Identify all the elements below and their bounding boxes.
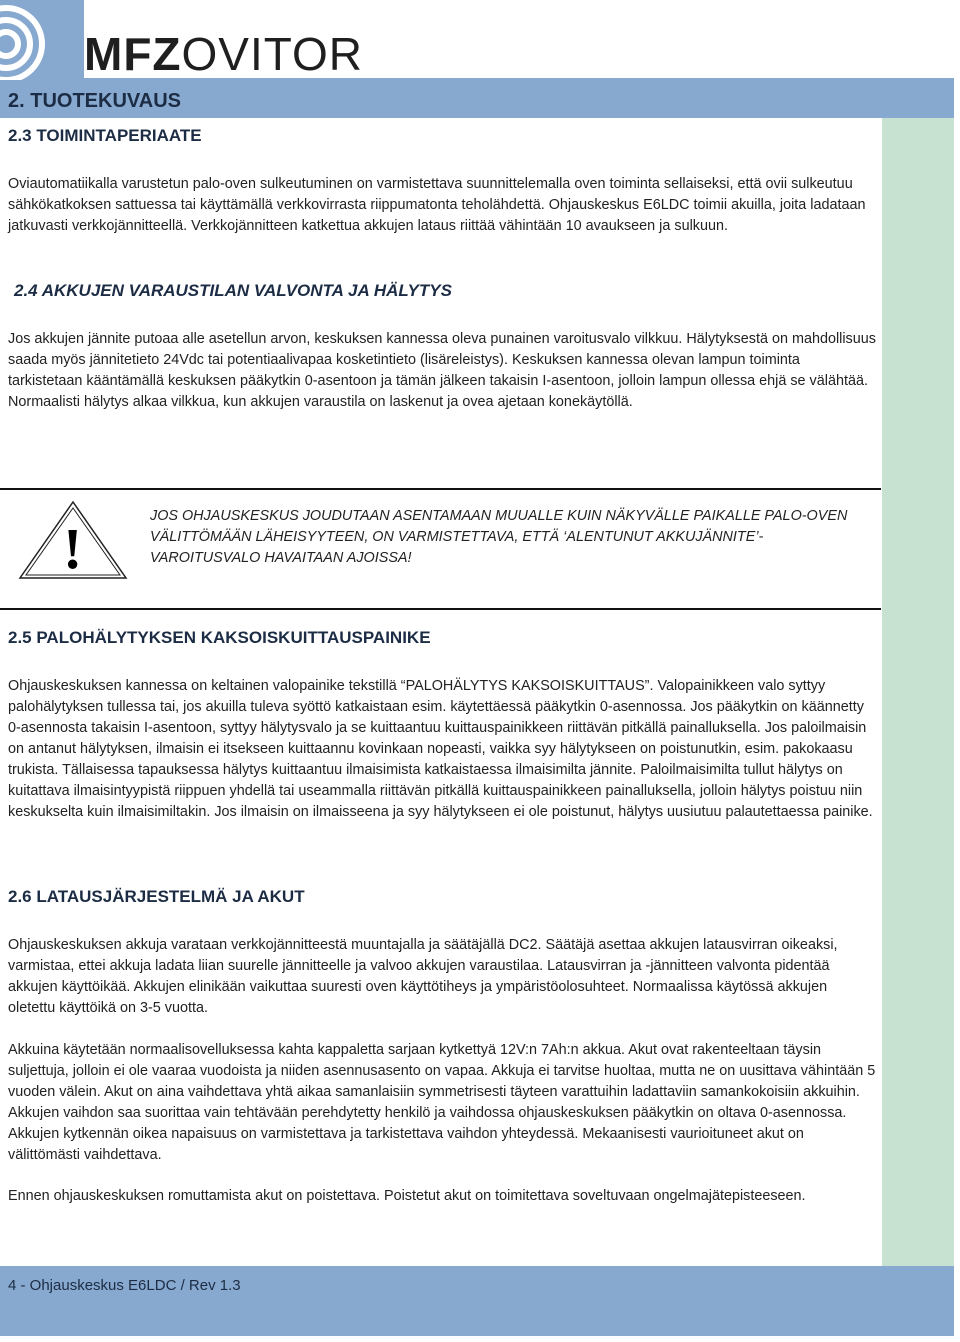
section-2-6-paragraph-2: Akkuina käytetään normaalisovelluksessa kahta kappaletta sarjaan kytkettyä 12V:n 7Ah:n akkua. Akut ovat rakenteeltaan täysin suljettuja, jolloin ei ole vaaraa vuodoista ja niiden asennusasento on vapaa. Akkuja ei tarvitse huoltaa, mutta ne on uusittava vähintään 5 vuoden välein. Akut on aina vaihdettava yhtä aikaa samanlaisiin symmetrisesti täyteen varattuihin ladattaviin samankokoisiin akkuihin. Akkujen vaihdon saa suorittaa vain tehtävään perehdytetty henkilö ja vaihdossa ohjauskeskuksen pääkytkin on oltava 0-asennossa. Akkujen kytkennän oikea napaisuus on varmistettava ja tarkistettava vaihdon yhteydessä. Mekaanisesti vaurioituneet akut on välittömästi vaihdettava. (8, 1042, 876, 1163)
warning-text: JOS OHJAUSKESKUS JOUDUTAAN ASENTAMAAN MUUALLE KUIN NÄKYVÄLLE PAIKALLE PALO-OVEN VÄLITTÖMÄÄN LÄHEISYYTEEN, ON VARMISTETTAVA, ETTÄ ‘ALENTUNUT AKKUJÄNNITE’-VAROITUSVALO HAVAITAAN AJOISSA! (150, 508, 848, 566)
section-2-4-title: 2.4 AKKUJEN VARAUSTILAN VALVONTA JA HÄLYTYS (14, 281, 452, 300)
section-2-3-body: Oviautomatiikalla varustetun palo-oven sulkeutuminen on varmistettava suunnittelemalla oven toiminta sellaiseksi, että ovii sulkeutuu sähkökatkoksen sattuessa tai käyttämällä verkkovirrasta riippumatonta teholähdettä. Ohjauskeskus E6LDC toimii akuilla, joita ladataan jatkuvasti verkkojännitteellä. Verkkojännitteen katkettua akkujen lataus riittää vähintään 10 avaukseen ja sulkuun. (8, 176, 866, 234)
section-2-6-paragraph-3: Ennen ohjauskeskuksen romuttamista akut on poistettava. Poistetut akut on toimitettava soveltuvaan ongelmajätepisteeseen. (8, 1188, 806, 1204)
logo-wordmark (84, 30, 363, 78)
section-2-4-body: Jos akkujen jännite putoaa alle asetellun arvon, keskuksen kannessa oleva punainen varoitusvalo vilkkuu. Hälytyksestä on mahdollisuus saada myös jännitetieto 24Vdc tai potentiaalivapaa kosketintieto (lisäreleistys). Keskuksen kannessa olevan lampun toiminta tarkistetaan kääntämällä keskuksen pääkytkin 0-asentoon ja tämän jälkeen takaisin I-asentoon, jolloin lampun ollessa ehjä se välähtää. Normaalisti hälytys alkaa vilkkua, kun akkujen varaustila on laskenut ja ovea ajetaan konekäytöllä. (8, 331, 876, 410)
warning-triangle-icon (16, 498, 130, 582)
logo-brand-regular: OVITOR (181, 28, 364, 80)
side-stripe (882, 118, 954, 1266)
page-footer: 4 - Ohjauskeskus E6LDC / Rev 1.3 (8, 1277, 241, 1294)
warning-bottom-rule (0, 608, 881, 610)
logo-brand-bold: MFZ (84, 28, 182, 80)
logo-emblem-icon (0, 0, 84, 80)
warning-top-rule (0, 488, 881, 490)
section-2-5-body: Ohjauskeskuksen kannessa on keltainen valopainike tekstillä “PALOHÄLYTYS KAKSOISKUITTAUS”. Valopainikkeen valo syttyy palohälytyksen tullessa tai, jos akuilla tuleva syöttö katkaistaan esim. käytettäessä pääkytkin 0-asennossa. Jos pääkytkin on käännetty 0-asennosta takaisin I-asentoon, syttyy hälytysvalo ja se kuittaantuu kuittauspainikkeen riittävän pitkällä painalluksella. Jos paloilmaisin on antanut hälytyksen, ilmaisin ei itsekseen kuittaannu kovinkaan nopeasti, vaikka syy hälytykseen on poistunutkin, esim. pakokaasu trukista. Tällaisessa tapauksessa hälytys kuittaantuu ilmaisimista katkaistaessa ilmaisimilta jännite. Paloilmaisimilta tullut hälytys on kuitattava ilmaisintyypistä riippuen yhdellä tai useammalla riittävän pitkällä kuittauspainikkeen painalluksella, jolloin hälytys poistuu niin keskukselta kuin ilmaisimiltakin. Jos ilmaisin on ilmaisseena ja syy hälytykseen ei ole poistunut, hälytys uusiutuu palautettaessa painike. (8, 678, 873, 820)
chapter-heading: 2. TUOTEKUVAUS (8, 90, 181, 112)
section-2-5-title: 2.5 PALOHÄLYTYKSEN KAKSOISKUITTAUSPAINIKE (8, 628, 431, 647)
warning-exclamation: ! (63, 516, 83, 581)
company-logo (0, 0, 364, 80)
section-2-6-title: 2.6 LATAUSJÄRJESTELMÄ JA AKUT (8, 887, 305, 906)
section-2-3-title: 2.3 TOIMINTAPERIAATE (8, 126, 202, 145)
section-2-6-paragraph-1: Ohjauskeskuksen akkuja varataan verkkojännitteestä muuntajalla ja säätäjällä DC2. Säätäjä asettaa akkujen latausvirran oikeaksi, varmistaa, ettei akkuja ladata liian suurelle jännitteelle ja valvoo akkujen varaustilaa. Latausvirran ja -jännitteen valvonta pidentää akkujen käyttöikää. Akkujen elinikään vaikuttaa suuresti oven käyttötiheys ja ympäristöolosuhteet. Normaalissa käytössä akkujen oletettu käyttöikä on 3-5 vuotta. (8, 937, 838, 1016)
